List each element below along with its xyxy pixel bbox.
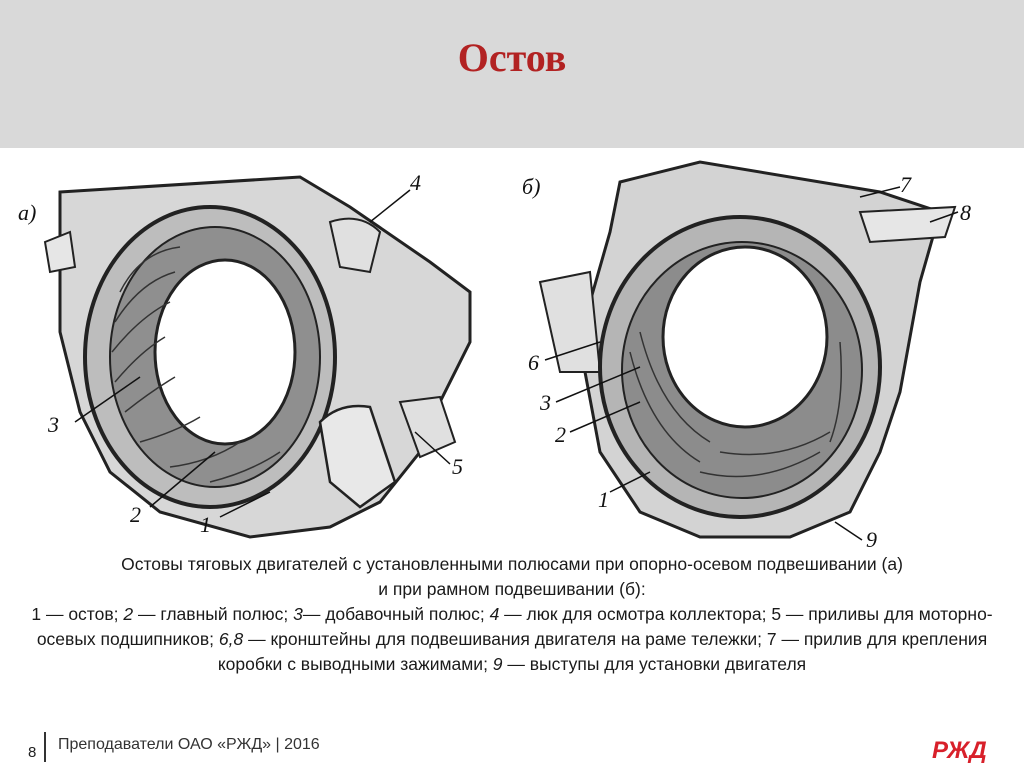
frame-b-drawing [540, 162, 955, 537]
num-a-1: 1 [200, 512, 211, 537]
legend-item-9-text: — выступы для установки двигателя [502, 654, 807, 674]
slide-footer [0, 732, 1024, 767]
label-b: б) [522, 174, 541, 199]
num-b-8: 8 [960, 200, 971, 225]
legend-item-4-num: 4 [489, 604, 500, 624]
legend-item-3-text: — добавочный полюс; [302, 604, 490, 624]
legend-item-1-num: 1 [31, 604, 42, 624]
caption-legend [30, 602, 994, 677]
figure-caption [30, 552, 994, 677]
legend-item-5-num: 5 [771, 604, 782, 624]
logo-text: РЖД [932, 737, 987, 764]
legend-item-1-text: — остов; [41, 604, 124, 624]
rzd-logo [930, 734, 996, 769]
page-number: 8 [28, 744, 37, 761]
frame-a-drawing [45, 177, 470, 537]
legend-item-9-num: 9 [492, 654, 503, 674]
num-a-4: 4 [410, 170, 421, 195]
num-b-6: 6 [528, 350, 539, 375]
slide-title: Остов [457, 35, 567, 80]
legend-item-2-num: 2 [123, 604, 134, 624]
caption-line-2: и при рамном подвешивании (б): [378, 579, 646, 599]
num-b-2: 2 [555, 422, 566, 447]
footer-text: Преподаватели ОАО «РЖД» | 2016 [58, 736, 320, 753]
num-b-9: 9 [866, 527, 877, 552]
num-b-1: 1 [598, 487, 609, 512]
num-b-3: 3 [540, 390, 551, 415]
num-a-3: 3 [48, 412, 59, 437]
legend-item-3-num: 3 [293, 604, 303, 624]
num-a-5: 5 [452, 454, 463, 479]
num-a-2: 2 [130, 502, 141, 527]
legend-item-5-text: — приливы для моторно-осевых подшипников; [36, 604, 993, 649]
legend-item-6-text: — кронштейны для подвешивания двигателя на раме тележки; [243, 629, 767, 649]
label-a: а) [18, 200, 37, 225]
legend-item-7-text: — прилив для крепления коробки с выводными зажимами; [217, 629, 988, 674]
footer-divider [44, 732, 46, 762]
legend-item-7-num: 7 [766, 629, 777, 649]
legend-item-6-num: 6,8 [218, 629, 244, 649]
legend-item-4-text: — люк для осмотра коллектора; [499, 604, 772, 624]
motor-frames-illustration [0, 152, 1024, 552]
caption-line-1: Остовы тяговых двигателей с установленными полюсами при опорно-осевом подвешивании (а) [121, 554, 903, 574]
num-b-7: 7 [900, 172, 911, 197]
legend-item-2-text: — главный полюс; [133, 604, 294, 624]
